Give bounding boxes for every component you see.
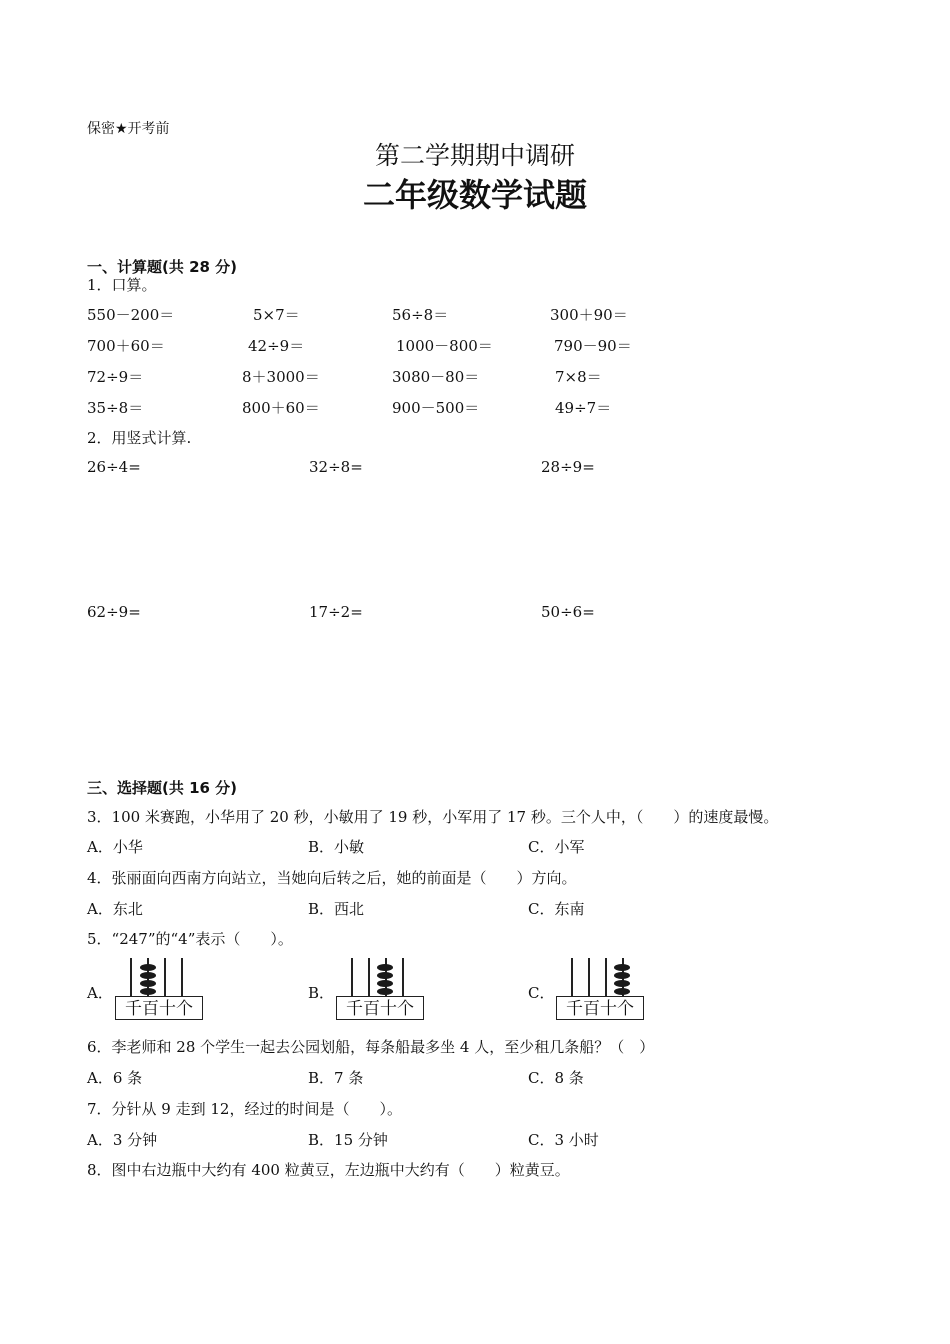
abacus-bead — [614, 980, 630, 987]
vertical-item: 62÷9= — [87, 603, 141, 621]
option-a: A．3 分钟 — [87, 1131, 158, 1149]
oral-item: 56÷8＝ — [392, 306, 449, 324]
option-b: B． — [308, 984, 335, 1002]
option-a: A．东北 — [87, 900, 143, 918]
oral-item: 49÷7＝ — [555, 399, 612, 417]
abacus-bead — [614, 972, 630, 979]
abacus-rod — [181, 958, 183, 998]
oral-item: 700＋60＝ — [87, 337, 165, 355]
oral-item: 7×8＝ — [555, 368, 602, 386]
abacus-option-c — [556, 958, 646, 1022]
oral-item: 300＋90＝ — [550, 306, 628, 324]
abacus-bead — [140, 964, 156, 971]
oral-item: 1000－800＝ — [396, 337, 493, 355]
page-title: 二年级数学试题 — [362, 176, 587, 214]
option-a: A．小华 — [87, 838, 143, 856]
option-c: C．3 小时 — [528, 1131, 599, 1149]
option-b: B．15 分钟 — [308, 1131, 388, 1149]
question-8: 8．图中右边瓶中大约有 400 粒黄豆，左边瓶中大约有（ ）粒黄豆。 — [87, 1161, 570, 1179]
abacus-bead — [377, 980, 393, 987]
option-c: C．东南 — [528, 900, 585, 918]
abacus-rod — [351, 958, 353, 998]
abacus-bead — [140, 980, 156, 987]
abacus-bead — [377, 972, 393, 979]
abacus-rod — [605, 958, 607, 998]
oral-item: 8＋3000＝ — [242, 368, 320, 386]
question-4: 4．张丽面向西南方向站立，当她向后转之后，她的前面是（ ）方向。 — [87, 869, 577, 887]
abacus-place-label: 千百十个 — [556, 996, 644, 1020]
option-c: C． — [528, 984, 555, 1002]
oral-item: 800＋60＝ — [242, 399, 320, 417]
question-3: 3．100 米赛跑，小华用了 20 秒，小敏用了 19 秒，小军用了 17 秒。三个人中，（ ）的速度最慢。 — [87, 808, 779, 826]
section-heading-calculation: 一、计算题(共 28 分) — [87, 258, 238, 276]
oral-item: 35÷8＝ — [87, 399, 144, 417]
question-5: 5．“247”的“4”表示（ ）。 — [87, 930, 293, 948]
abacus-bead — [140, 972, 156, 979]
abacus-bead — [377, 964, 393, 971]
abacus-rod — [130, 958, 132, 998]
abacus-rod — [402, 958, 404, 998]
abacus-place-label: 千百十个 — [336, 996, 424, 1020]
abacus-option-a — [115, 958, 205, 1022]
oral-item: 72÷9＝ — [87, 368, 144, 386]
oral-item: 42÷9＝ — [248, 337, 305, 355]
oral-item: 550－200＝ — [87, 306, 175, 324]
abacus-bead — [377, 988, 393, 995]
vertical-item: 50÷6= — [541, 603, 595, 621]
option-b: B．7 条 — [308, 1069, 364, 1087]
abacus-bead — [614, 964, 630, 971]
abacus-rod — [368, 958, 370, 998]
vertical-item: 17÷2= — [309, 603, 363, 621]
option-a: A．6 条 — [87, 1069, 143, 1087]
vertical-item: 26÷4= — [87, 458, 141, 476]
oral-item: 3080－80＝ — [392, 368, 480, 386]
oral-item: 900－500＝ — [392, 399, 480, 417]
option-c: C．小军 — [528, 838, 585, 856]
abacus-option-b — [336, 958, 426, 1022]
abacus-place-label: 千百十个 — [115, 996, 203, 1020]
abacus-rod — [164, 958, 166, 998]
abacus-rod — [588, 958, 590, 998]
vertical-item: 28÷9= — [541, 458, 595, 476]
section-heading-choice: 三、选择题(共 16 分) — [87, 779, 238, 797]
question-2-label: 2．用竖式计算. — [87, 429, 192, 447]
option-a: A． — [87, 984, 113, 1002]
abacus-bead — [614, 988, 630, 995]
oral-item: 5×7＝ — [253, 306, 300, 324]
question-6: 6．李老师和 28 个学生一起去公园划船，每条船最多坐 4 人，至少租几条船？（ ） — [87, 1038, 655, 1056]
vertical-item: 32÷8= — [309, 458, 363, 476]
option-b: B．西北 — [308, 900, 365, 918]
abacus-rod — [571, 958, 573, 998]
question-1-label: 1．口算。 — [87, 276, 157, 294]
option-c: C．8 条 — [528, 1069, 584, 1087]
question-7: 7．分针从 9 走到 12，经过的时间是（ ）。 — [87, 1100, 402, 1118]
oral-item: 790－90＝ — [554, 337, 632, 355]
page-subtitle: 第二学期期中调研 — [374, 141, 575, 170]
abacus-bead — [140, 988, 156, 995]
confidential-label: 保密★开考前 — [87, 121, 170, 137]
option-b: B．小敏 — [308, 838, 365, 856]
